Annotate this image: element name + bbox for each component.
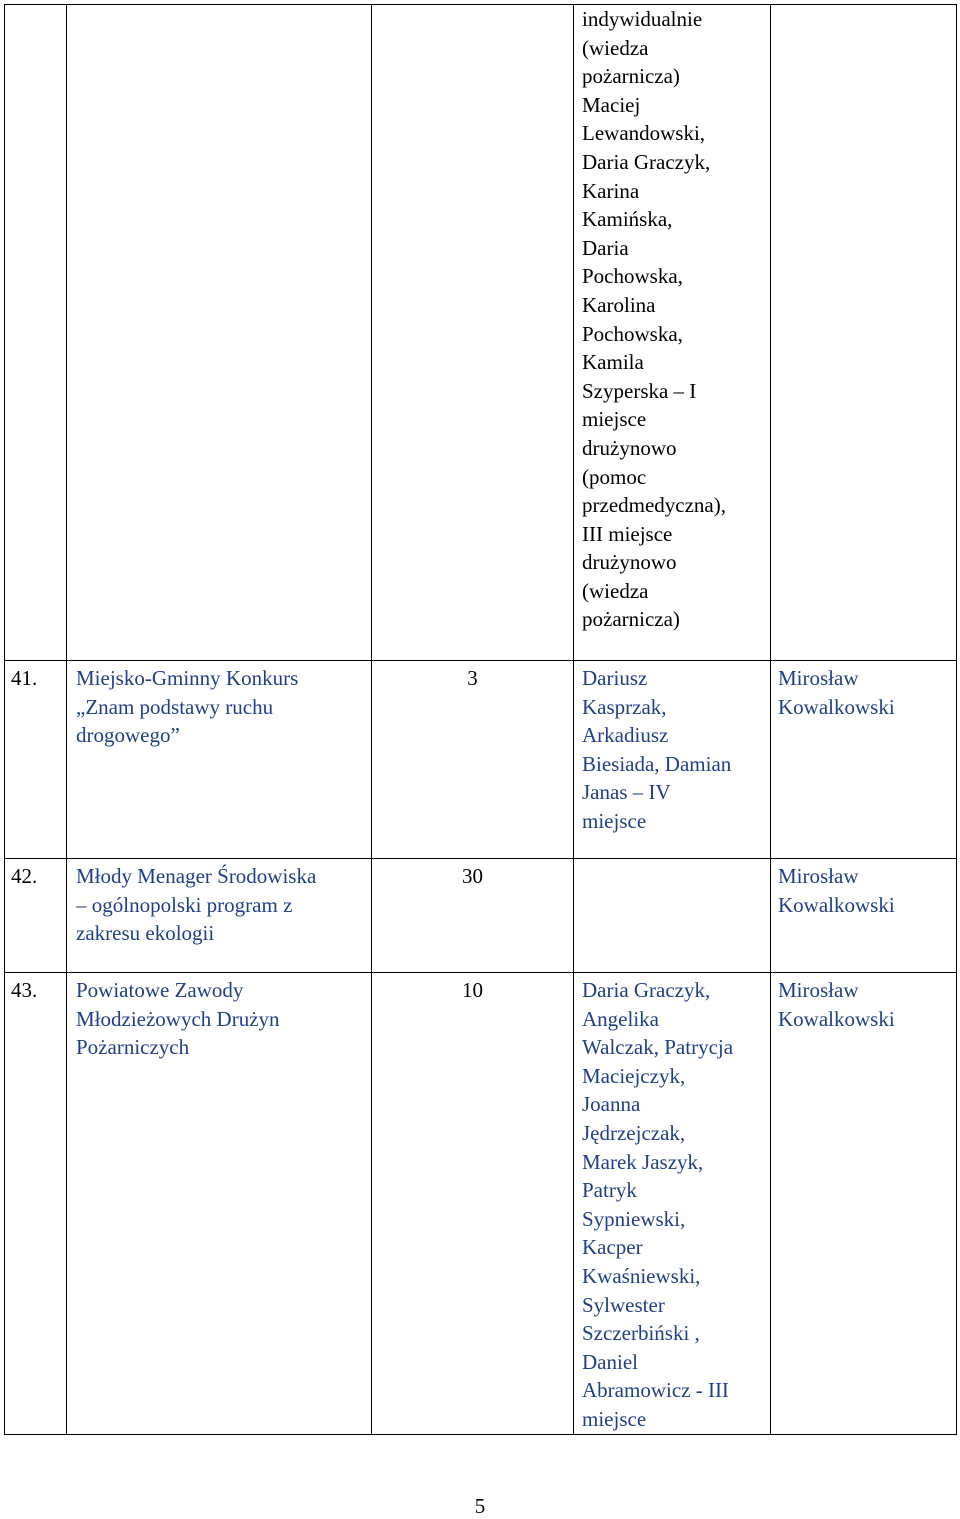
participant-count [372,5,574,661]
participant-count: 10 [372,973,574,1435]
participant-count: 3 [372,661,574,859]
competition-name: Powiatowe Zawody Młodzieżowych Drużyn Pożarniczych [67,973,372,1435]
participants: indywidualnie (wiedza pożarnicza) Maciej Lewandowski, Daria Graczyk, Karina Kamińska, Daria Pochowska, Karolina Pochowska, Kamila Szyperska – I miejsce drużynowo (pomoc przedmedyczna), III miejsce drużynowo (wiedza pożarnicza) [574,5,771,661]
competition-name: Młody Menager Środowiska – ogólnopolski program z zakresu ekologii [67,859,372,973]
participants: Daria Graczyk, Angelika Walczak, Patrycja Maciejczyk, Joanna Jędrzejczak, Marek Jaszyk, Patryk Sypniewski, Kacper Kwaśniewski, Sylwester Szczerbiński , Daniel Abramowicz - III miejsce [574,973,771,1435]
teacher: Mirosław Kowalkowski [771,973,957,1435]
participant-count: 30 [372,859,574,973]
page-number: 5 [474,1494,486,1518]
competition-name [67,5,372,661]
teacher [771,5,957,661]
row-number: 43. [5,973,67,1435]
participants: Dariusz Kasprzak, Arkadiusz Biesiada, Damian Janas – IV miejsce [574,661,771,859]
teacher: Mirosław Kowalkowski [771,661,957,859]
table-row [5,5,957,661]
row-number [5,5,67,661]
row-number: 41. [5,661,67,859]
participants [574,859,771,973]
table-row [5,859,957,973]
results-table [4,4,957,1435]
row-number: 42. [5,859,67,973]
table-row [5,973,957,1435]
teacher: Mirosław Kowalkowski [771,859,957,973]
competition-name: Miejsko-Gminny Konkurs „Znam podstawy ruchu drogowego” [67,661,372,859]
table-row [5,661,957,859]
